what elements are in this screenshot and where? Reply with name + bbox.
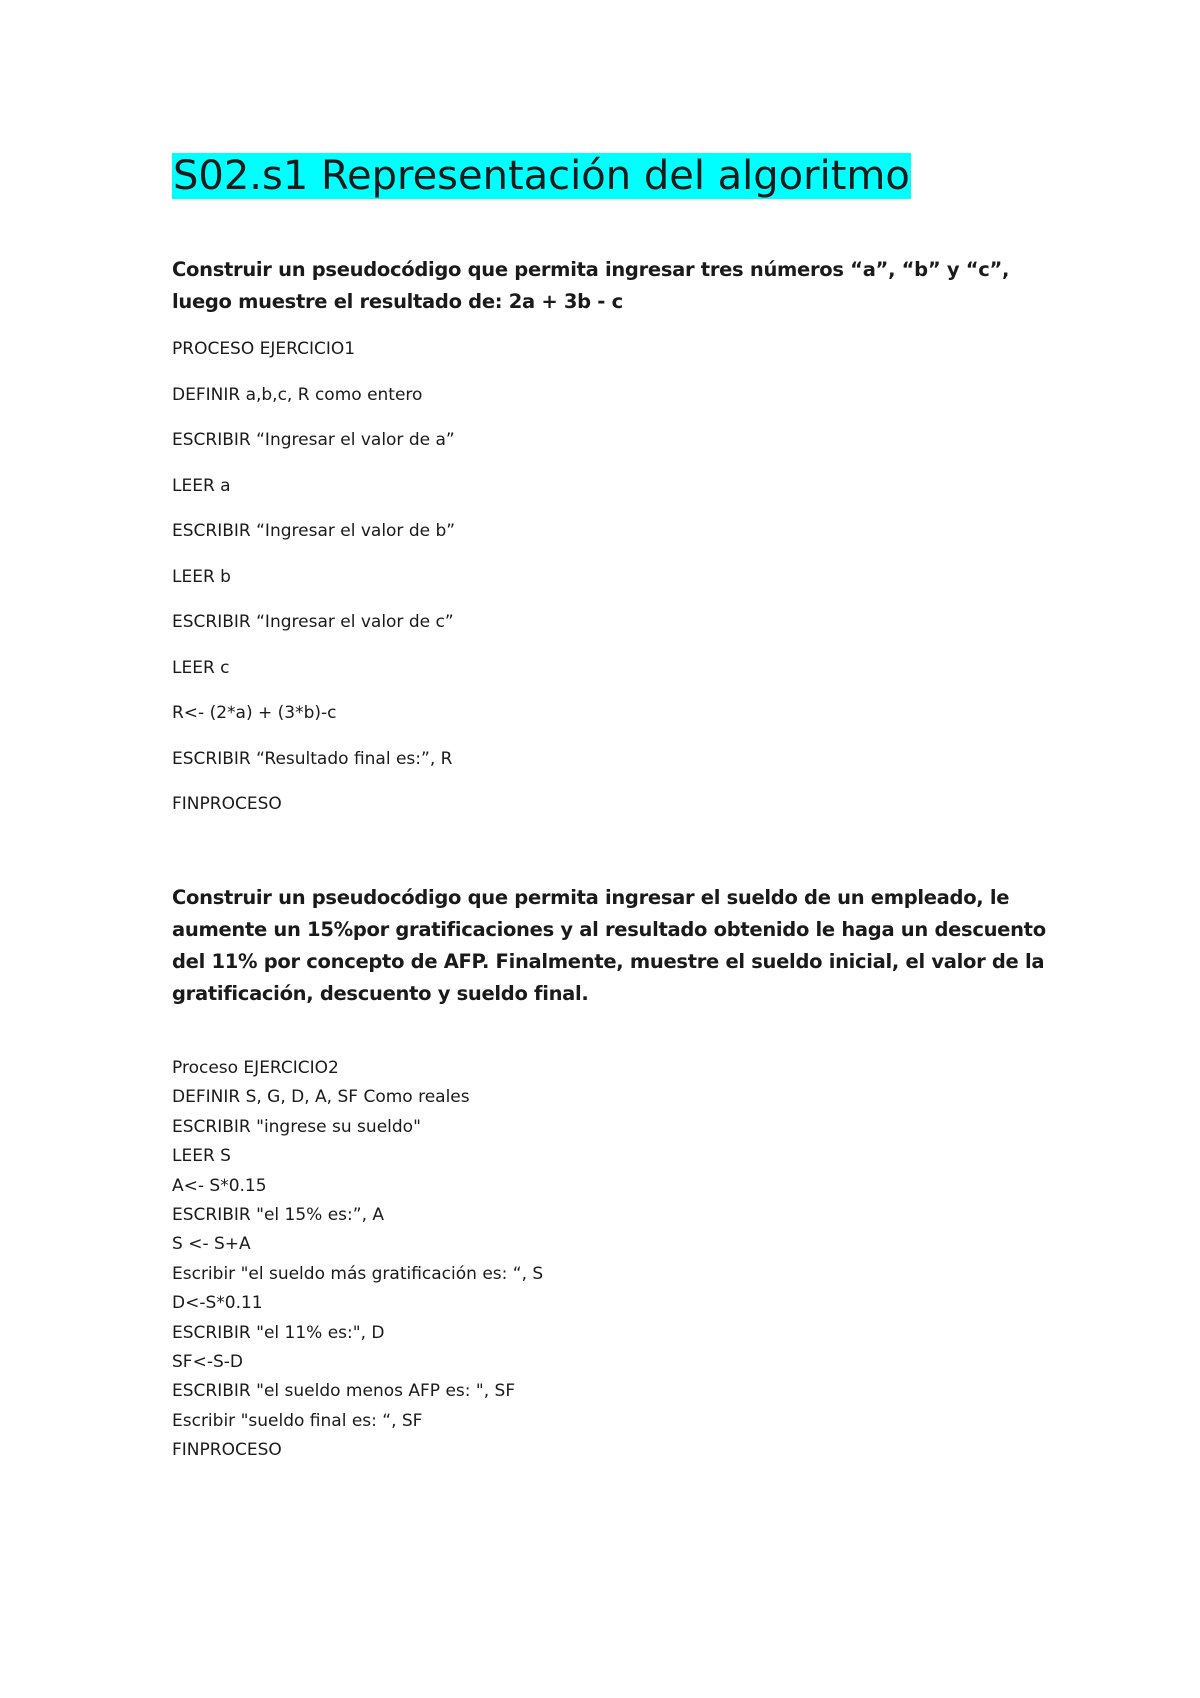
code-line: A<- S*0.15 <box>172 1175 267 1196</box>
code-line: PROCESO EJERCICIO1 <box>172 339 356 359</box>
code-line: ESCRIBIR “Resultado final es:”, R <box>172 748 453 769</box>
code-line: LEER a <box>172 475 231 496</box>
code-line: Escribir "el sueldo más gratificación es: “, S <box>172 1263 544 1284</box>
code-line: FINPROCESO <box>172 794 282 814</box>
code-line: Escribir "sueldo final es: “, SF <box>172 1410 423 1431</box>
code-line: DEFINIR S, G, D, A, SF Como reales <box>172 1087 470 1108</box>
exercise2-code-block <box>172 1054 543 1465</box>
code-line: D<-S*0.11 <box>172 1293 263 1314</box>
exercise1-question: Construir un pseudocódigo que permita ingresar tres números “a”, “b” y “c”, luego muestre el resultado de: 2a + 3b - c <box>172 258 1010 313</box>
page-title <box>172 150 911 202</box>
code-line: ESCRIBIR "ingrese su sueldo" <box>172 1116 421 1137</box>
code-line: ESCRIBIR "el sueldo menos AFP es: ", SF <box>172 1381 516 1402</box>
code-line: ESCRIBIR "el 15% es:”, A <box>172 1204 385 1225</box>
code-line: ESCRIBIR “Ingresar el valor de a” <box>172 430 455 450</box>
code-line: LEER b <box>172 566 231 587</box>
code-line: LEER S <box>172 1146 231 1167</box>
code-line: S <- S+A <box>172 1234 251 1255</box>
exercise2-question: Construir un pseudocódigo que permita ingresar el sueldo de un empleado, le aumente un 15%por gratificaciones y al resultado obtenido le haga un descuento del 11% por concepto de AFP. Finalmente, muestre el sueldo inicial, el valor de la gratificación, descuento y sueldo final. <box>172 886 1046 1005</box>
code-line: LEER c <box>172 657 230 678</box>
code-line: DEFINIR a,b,c, R como entero <box>172 384 423 405</box>
code-line: ESCRIBIR “Ingresar el valor de c” <box>172 612 454 632</box>
code-line: SF<-S-D <box>172 1351 243 1372</box>
title-highlight: S02.s1 Representación del algoritmo <box>173 153 910 199</box>
code-line: FINPROCESO <box>172 1440 282 1461</box>
code-line: ESCRIBIR “Ingresar el valor de b” <box>172 521 456 541</box>
code-line: R<- (2*a) + (3*b)-c <box>172 703 337 723</box>
code-line: ESCRIBIR "el 11% es:", D <box>172 1322 385 1343</box>
code-line: Proceso EJERCICIO2 <box>172 1058 339 1078</box>
exercise1-code-block <box>172 336 455 837</box>
